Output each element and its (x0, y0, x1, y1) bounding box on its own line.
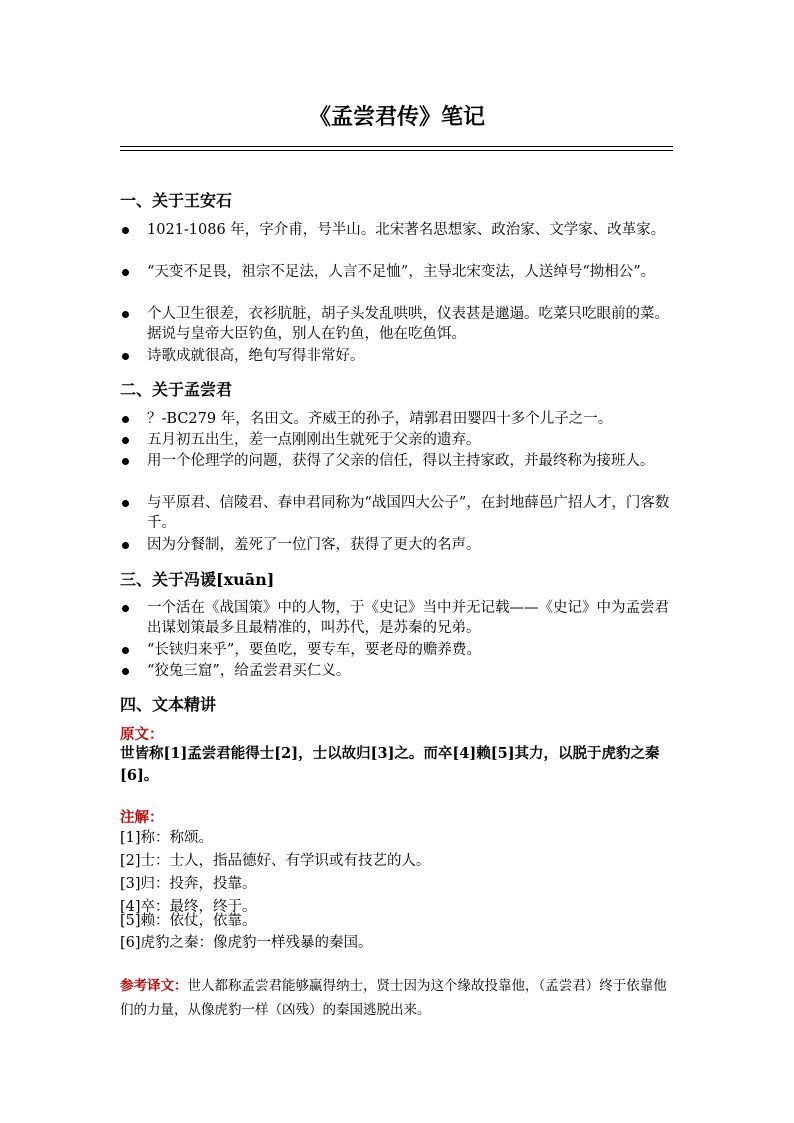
note-item: [4]卒：最终，终于。 (120, 899, 257, 915)
page-title: 《孟尝君传》笔记 (308, 104, 485, 130)
original-text-label: 原文： (120, 726, 164, 743)
bullet-icon (122, 269, 129, 276)
note-item: [1]称：称颂。 (120, 830, 214, 846)
list-item: 与平原君、信陵君、春申君同称为“战国四大公子”，在封地薛邑广招人才，门客数千。 (120, 493, 680, 533)
bullet-icon (122, 311, 129, 318)
section-heading-feng-xuan: 三、关于冯谖[xuān] (120, 570, 275, 589)
section-heading-wang-anshi: 一、关于王安石 (120, 191, 233, 210)
bullet-icon (122, 227, 129, 234)
list-item: 一个活在《战国策》中的人物，于《史记》当中并无记载——《史记》中为孟尝君出谋划策最多且最精准的，叫苏代，是苏秦的兄弟。 (120, 598, 680, 638)
bullet-icon (122, 500, 129, 507)
bullet-icon (122, 353, 129, 360)
list-item: “天变不足畏，祖宗不足法，人言不足恤”，主导北宋变法，人送绰号“拗相公”。 (120, 262, 680, 282)
note-item: [2]士：士人，指品德好、有学识或有技艺的人。 (120, 853, 431, 869)
list-item: 五月初五出生，差一点刚刚出生就死于父亲的遗弃。 (120, 430, 680, 450)
title-rule-thick (120, 150, 673, 151)
bullet-icon (122, 416, 129, 423)
section-heading-text-analysis: 四、文本精讲 (120, 695, 217, 714)
section-heading-mengchang-jun: 二、关于孟尝君 (120, 380, 233, 399)
title-rule-thin (120, 146, 673, 147)
list-item: 1021-1086 年，字介甫，号半山。北宋著名思想家、政治家、文学家、改革家。 (120, 220, 680, 240)
note-item: [5]赖：依仗，依靠。 (120, 913, 257, 929)
bullet-icon (122, 542, 129, 549)
bullet-icon (122, 668, 129, 675)
translation-paragraph (120, 974, 680, 1022)
translation-text: 世人都称孟尝君能够赢得纳士，贤士因为这个缘故投靠他，（孟尝君）终于依靠他们的力量，从像虎豹一样（凶残）的秦国逃脱出来。 (120, 978, 667, 1018)
list-item: ？-BC279 年，名田文。齐威王的孙子，靖郭君田婴四十多个儿子之一。 (120, 409, 680, 429)
list-item: 因为分餐制，羞死了一位门客，获得了更大的名声。 (120, 535, 680, 555)
bullet-icon (122, 647, 129, 654)
bullet-icon (122, 458, 129, 465)
list-item: 个人卫生很差，衣衫肮脏，胡子头发乱哄哄，仪表甚是邋遢。吃菜只吃眼前的菜。据说与皇帝大臣钓鱼，别人在钓鱼，他在吃鱼饵。 (120, 304, 680, 344)
bullet-icon (122, 437, 129, 444)
list-item: “狡兔三窟”，给孟尝君买仁义。 (120, 661, 680, 681)
list-item: “长铗归来乎”，要鱼吃，要专车，要老母的赡养费。 (120, 640, 680, 660)
list-item: 诗歌成就很高，绝句写得非常好。 (120, 346, 680, 366)
translation-label: 参考译文： (120, 978, 188, 994)
note-item: [3]归：投奔，投靠。 (120, 876, 257, 892)
bullet-icon (122, 605, 129, 612)
notes-label: 注解： (120, 809, 164, 826)
list-item: 用一个伦理学的问题，获得了父亲的信任，得以主持家政，并最终称为接班人。 (120, 451, 680, 471)
note-item: [6]虎豹之秦：像虎豹一样残暴的秦国。 (120, 935, 373, 951)
original-text: 世皆称[1]孟尝君能得士[2]，士以故归[3]之。而卒[4]赖[5]其力，以脱于虎豹之秦[6]。 (120, 745, 660, 784)
